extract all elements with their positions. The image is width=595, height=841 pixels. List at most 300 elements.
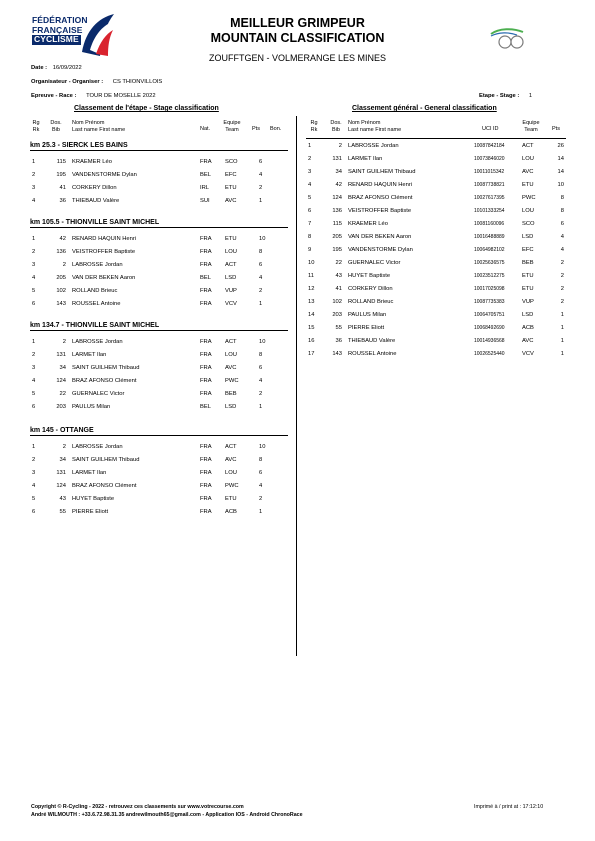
stage-rank: 4 [32, 482, 36, 489]
general-name: HUYET Baptiste [348, 273, 391, 279]
stage-rank: 5 [32, 287, 36, 294]
general-bib: 41 [335, 286, 342, 292]
stage-row [30, 274, 290, 282]
stage-pts: 8 [259, 351, 263, 358]
stage-team: AVC [225, 197, 237, 204]
stage-rank: 6 [32, 508, 36, 515]
stage-name: VANDENSTORME Dylan [72, 171, 137, 178]
stage-name: BRAZ AFONSO Clément [72, 482, 137, 489]
general-pts: 4 [560, 247, 564, 253]
stage-row [30, 482, 290, 490]
stage-pts: 10 [259, 444, 266, 450]
stage-rank: 6 [32, 300, 36, 307]
stage-team: VCV [225, 300, 237, 307]
stage-bib: 43 [59, 495, 66, 502]
stage-pts: 4 [259, 482, 263, 489]
stage-nat: SUI [200, 197, 210, 204]
general-team: LSD [522, 312, 534, 318]
stage-team: ETU [225, 495, 237, 502]
general-bib: 43 [335, 273, 342, 279]
general-rank: 5 [308, 195, 312, 201]
stage-name: BRAZ AFONSO Clément [72, 377, 137, 384]
general-rank: 4 [308, 182, 312, 188]
stage-header-bon: Bon. [270, 126, 282, 132]
stage-team: AVC [225, 364, 237, 371]
general-name: PIERRE Eliott [348, 325, 385, 331]
stage-row [30, 390, 290, 398]
general-rank: 12 [308, 286, 315, 292]
stage-name: LABROSSE Jordan [72, 261, 123, 268]
general-name: ROLLAND Brieuc [348, 299, 394, 305]
general-team: VUP [522, 299, 534, 305]
stage-team: ACB [225, 508, 237, 515]
stage-value: 1 [528, 93, 533, 99]
general-uci: 10017025098 [474, 286, 505, 292]
stage-team: AVC [225, 456, 237, 463]
stage-header-rank: Rg Rk [32, 120, 40, 133]
stage-header-name: Nom Prénom Last name First name [72, 120, 126, 133]
stage-bib: 22 [59, 390, 66, 397]
general-bib: 131 [332, 156, 342, 162]
general-team: ACT [522, 143, 534, 149]
stage-bib: 124 [56, 377, 66, 384]
stage-pts: 8 [259, 456, 263, 463]
stage-team: ACT [225, 339, 237, 345]
general-name: RENARD HAQUIN Henri [348, 182, 413, 188]
stage-name: PIERRE Eliott [72, 508, 109, 515]
general-name: CORKERY Dillon [348, 286, 393, 292]
stage-pts: 2 [259, 495, 263, 502]
stage-pts: 6 [259, 261, 263, 268]
stage-name: LARMET Ilan [72, 469, 107, 476]
stage-team: ACT [225, 444, 237, 450]
stage-row [30, 364, 290, 372]
stage-pts: 10 [259, 236, 266, 242]
general-pts: 1 [560, 351, 564, 357]
general-pts: 1 [560, 338, 564, 344]
stage-nat: FRA [200, 261, 212, 268]
general-row [306, 168, 568, 176]
stage-rank: 1 [32, 444, 36, 450]
general-pts: 8 [560, 195, 564, 201]
general-name: SAINT GUILHEM Thibaud [348, 169, 416, 175]
general-name: KRAEMER Léo [348, 221, 388, 227]
general-name: THIEBAUD Valère [348, 338, 396, 344]
stage-rank: 2 [32, 248, 36, 255]
stage-nat: FRA [200, 248, 212, 255]
stage-rank: 5 [32, 390, 36, 397]
general-row [306, 259, 568, 267]
general-header-rank: Rg Rk [310, 120, 318, 133]
title-line1: MEILLEUR GRIMPEUR [230, 16, 365, 30]
general-section-title: Classement général - General classification [352, 105, 497, 112]
stage-row [30, 197, 290, 205]
stage-name: PAULUS Milan [72, 403, 111, 410]
organizer-line [31, 79, 162, 85]
general-bib: 195 [332, 247, 342, 253]
stage-nat: FRA [200, 159, 212, 165]
stage-rank: 6 [32, 403, 36, 410]
stage-header-pts: Pts [252, 126, 260, 132]
stage-pts: 2 [259, 390, 263, 397]
stage-row [30, 158, 290, 166]
stage-pts: 1 [259, 197, 263, 204]
general-name: GUERNALEC Victor [348, 260, 401, 266]
stage-bib: 205 [56, 274, 66, 281]
stage-name: LARMET Ilan [72, 351, 107, 358]
stage-header-bib: Dos. Bib [50, 120, 62, 133]
stage-bib: 131 [56, 351, 66, 358]
stage-bib: 131 [56, 469, 66, 476]
stage-name: THIEBAUD Valère [72, 197, 120, 204]
stage-nat: FRA [200, 469, 212, 476]
stage-name: VEISTROFFER Baptiste [72, 248, 136, 255]
stage-bib: 124 [56, 482, 66, 489]
stage-team: PWC [225, 377, 239, 384]
stage-team: LOU [225, 469, 237, 476]
general-row [306, 207, 568, 215]
stage-rank: 1 [32, 236, 36, 242]
stage-team: ETU [225, 184, 237, 191]
stage-nat: FRA [200, 377, 212, 384]
general-team: LOU [522, 156, 534, 162]
general-row [306, 155, 568, 163]
stage-bib: 34 [59, 364, 66, 371]
general-rank: 9 [308, 247, 312, 253]
stage-rank: 5 [32, 495, 36, 502]
general-team: LSD [522, 234, 534, 240]
stage-rank: 1 [32, 339, 36, 345]
stage-nat: BEL [200, 274, 211, 281]
general-bib: 115 [332, 221, 342, 227]
footer-printed: Imprimé à / print at : 17:12:10 [474, 804, 544, 810]
stage-bib: 34 [59, 456, 66, 463]
stage-team: LOU [225, 351, 237, 358]
general-bib: 36 [335, 338, 342, 344]
stage-pts: 4 [259, 171, 263, 178]
race-label: Epreuve - Race : [31, 93, 77, 99]
stage-nat: BEL [200, 403, 211, 410]
stage-row [30, 261, 290, 269]
stage-pts: 2 [259, 287, 263, 294]
general-bib: 55 [335, 325, 342, 331]
stage-line [479, 93, 532, 99]
stage-rank: 3 [32, 469, 36, 476]
stage-row [30, 300, 290, 308]
general-team: ETU [522, 286, 534, 292]
general-bib: 2 [338, 143, 342, 149]
general-uci: 10101333254 [474, 208, 505, 214]
stage-rank: 2 [32, 171, 36, 178]
stage-name: RENARD HAQUIN Henri [72, 236, 137, 242]
stage-name: SAINT GUILHEM Thibaud [72, 456, 140, 463]
stage-section-title: Classement de l'étape - Stage classification [74, 105, 219, 112]
general-team: ETU [522, 182, 534, 188]
general-bib: 34 [335, 169, 342, 175]
stage-pts: 6 [259, 364, 263, 371]
ffc-logo-line1: FÉDÉRATION [32, 15, 88, 25]
general-pts: 14 [557, 169, 564, 175]
general-uci: 10073846020 [474, 156, 505, 162]
stage-nat: FRA [200, 364, 212, 371]
stage-label: Etape - Stage : [479, 93, 520, 99]
general-rank: 17 [308, 351, 315, 357]
general-team: LOU [522, 208, 534, 214]
stage-row [30, 443, 290, 451]
general-uci: 10064705751 [474, 312, 505, 318]
general-header-pts: Pts [552, 126, 560, 132]
general-rank: 14 [308, 312, 315, 318]
stage-bib: 2 [62, 444, 66, 450]
stage-team: ETU [225, 236, 237, 242]
stage-nat: FRA [200, 508, 212, 515]
stage-team: SCO [225, 159, 238, 165]
general-pts: 10 [557, 182, 564, 188]
general-rank: 3 [308, 169, 312, 175]
stage-name: LABROSSE Jordan [72, 339, 123, 345]
general-header-uci: UCI ID [482, 126, 499, 132]
general-pts: 26 [557, 143, 564, 149]
general-uci: 10011015342 [474, 169, 505, 175]
general-rank: 11 [308, 273, 315, 279]
general-rank: 15 [308, 325, 315, 331]
footer-contact: André WILMOUTH : +33.6.72.98.31.35 andrewilmouth65@gmail.com - Application IOS - Android ChronoRace [31, 812, 303, 818]
stage-team: ACT [225, 261, 237, 268]
general-uci: 10064982102 [474, 247, 505, 253]
column-divider [296, 116, 297, 656]
general-row [306, 181, 568, 189]
stage-row [30, 235, 290, 243]
general-bib: 42 [335, 182, 342, 188]
general-uci: 10087842184 [474, 143, 505, 149]
race-subtitle: ZOUFFTGEN - VOLMERANGE LES MINES [208, 53, 387, 63]
general-row [306, 246, 568, 254]
stage-row [30, 171, 290, 179]
general-pts: 2 [560, 299, 564, 305]
general-uci: 10081160096 [474, 221, 505, 227]
stage-name: KRAEMER Léo [72, 159, 112, 165]
stage-name: SAINT GUILHEM Thibaud [72, 364, 140, 371]
general-rank: 8 [308, 234, 312, 240]
stage-rank: 4 [32, 377, 36, 384]
stage-group-title: km 145 - OTTANGE [30, 427, 288, 436]
general-row [306, 220, 568, 228]
general-bib: 102 [332, 299, 342, 305]
stage-bib: 42 [59, 236, 66, 242]
general-row [306, 272, 568, 280]
stage-row [30, 508, 290, 516]
general-header-bib: Dos. Bib [330, 120, 342, 133]
general-rank: 16 [308, 338, 315, 344]
stage-nat: FRA [200, 482, 212, 489]
stage-bib: 136 [56, 248, 66, 255]
stage-nat: FRA [200, 236, 212, 242]
stage-row [30, 338, 290, 346]
stage-row [30, 495, 290, 503]
stage-nat: FRA [200, 456, 212, 463]
general-pts: 4 [560, 234, 564, 240]
general-team: EFC [522, 247, 534, 253]
stage-nat: FRA [200, 287, 212, 294]
stage-name: ROUSSEL Antoine [72, 300, 121, 307]
general-rank: 6 [308, 208, 312, 214]
general-name: PAULUS Milan [348, 312, 387, 318]
general-team: PWC [522, 195, 536, 201]
general-name: VEISTROFFER Baptiste [348, 208, 412, 214]
general-rank: 10 [308, 260, 315, 266]
stage-bib: 55 [59, 508, 66, 515]
stage-team: LOU [225, 248, 237, 255]
stage-rank: 4 [32, 274, 36, 281]
general-row [306, 337, 568, 345]
general-row [306, 285, 568, 293]
stage-row [30, 456, 290, 464]
stage-rank: 2 [32, 351, 36, 358]
general-pts: 2 [560, 286, 564, 292]
general-pts: 6 [560, 221, 564, 227]
stage-nat: FRA [200, 339, 212, 345]
general-pts: 2 [560, 273, 564, 279]
footer-copyright: Copyright © R-Cycling - 2022 - retrouvez ces classements sur www.votrecourse.com [31, 804, 244, 810]
general-row [306, 298, 568, 306]
stage-bib: 203 [56, 403, 66, 410]
stage-bib: 102 [56, 287, 66, 294]
stage-row [30, 469, 290, 477]
stage-name: ROLLAND Brieuc [72, 287, 118, 294]
stage-row [30, 403, 290, 411]
stage-bib: 36 [59, 197, 66, 204]
stage-team: LSD [225, 274, 237, 281]
general-uci: 10025636575 [474, 260, 505, 266]
stage-nat: FRA [200, 351, 212, 358]
stage-header-nat: Nat. [200, 126, 211, 132]
stage-team: EFC [225, 171, 237, 178]
stage-pts: 1 [259, 403, 263, 410]
stage-group-title: km 134.7 - THIONVILLE SAINT MICHEL [30, 322, 288, 331]
stage-nat: IRL [200, 184, 210, 191]
general-rank: 2 [308, 156, 312, 162]
general-team: AVC [522, 338, 534, 344]
stage-rank: 1 [32, 159, 36, 165]
ffc-logo-line3: CYCLISME [34, 34, 79, 44]
general-row [306, 142, 568, 150]
stage-name: GUERNALEC Victor [72, 390, 125, 397]
stage-bib: 2 [62, 339, 66, 345]
stage-rank: 4 [32, 197, 36, 204]
date-line [31, 65, 82, 71]
general-rank: 13 [308, 299, 315, 305]
stage-nat: BEL [200, 171, 211, 178]
general-team: BEB [522, 260, 534, 266]
general-bib: 143 [332, 351, 342, 357]
general-row [306, 324, 568, 332]
stage-bib: 41 [59, 184, 66, 191]
stage-nat: FRA [200, 300, 212, 307]
general-header-rule [306, 138, 566, 139]
general-team: SCO [522, 221, 535, 227]
stage-name: HUYET Baptiste [72, 495, 115, 502]
general-team: AVC [522, 169, 534, 175]
stage-row [30, 184, 290, 192]
general-header-team: Equipe Team [522, 120, 540, 133]
general-pts: 1 [560, 325, 564, 331]
stage-pts: 1 [259, 508, 263, 515]
general-row [306, 350, 568, 358]
race-logo [487, 26, 529, 50]
stage-group-title: km 25.3 - SIERCK LES BAINS [30, 142, 288, 151]
general-uci: 10068492690 [474, 325, 505, 331]
stage-rank: 2 [32, 456, 36, 463]
general-team: VCV [522, 351, 534, 357]
general-pts: 2 [560, 260, 564, 266]
stage-nat: FRA [200, 444, 212, 450]
stage-bib: 143 [56, 300, 66, 307]
stage-row [30, 287, 290, 295]
general-pts: 14 [557, 156, 564, 162]
stage-nat: FRA [200, 495, 212, 502]
general-pts: 8 [560, 208, 564, 214]
general-row [306, 194, 568, 202]
race-line [31, 93, 156, 99]
stage-nat: FRA [200, 390, 212, 397]
stage-rank: 3 [32, 364, 36, 371]
general-row [306, 233, 568, 241]
stage-header-team: Equipe Team [223, 120, 241, 133]
stage-rank: 3 [32, 261, 36, 268]
date-label: Date : [31, 65, 48, 71]
general-header-name: Nom Prénom Last name First name [348, 120, 402, 133]
date-value: 16/09/2022 [52, 65, 82, 71]
general-team: ETU [522, 273, 534, 279]
general-bib: 22 [335, 260, 342, 266]
stage-name: CORKERY Dillon [72, 184, 117, 191]
general-uci: 10087738821 [474, 182, 505, 188]
stage-bib: 115 [56, 159, 66, 165]
stage-pts: 6 [259, 159, 263, 165]
stage-pts: 4 [259, 377, 263, 384]
stage-team: LSD [225, 403, 237, 410]
race-value: TOUR DE MOSELLE 2022 [86, 93, 156, 99]
stage-team: PWC [225, 482, 239, 489]
title-line2: MOUNTAIN CLASSIFICATION [210, 31, 385, 45]
general-bib: 203 [332, 312, 342, 318]
stage-row [30, 248, 290, 256]
general-name: LABROSSE Jordan [348, 143, 399, 149]
stage-name: VAN DER BEKEN Aaron [72, 274, 136, 281]
stage-pts: 8 [259, 248, 263, 255]
ffc-logo-line2: FRANÇAISE [32, 24, 83, 35]
general-team: ACB [522, 325, 534, 331]
stage-row [30, 377, 290, 385]
stage-row [30, 351, 290, 359]
general-pts: 1 [560, 312, 564, 318]
organizer-label: Organisateur - Organiser : [31, 79, 104, 85]
general-name: LARMET Ilan [348, 156, 383, 162]
general-bib: 136 [332, 208, 342, 214]
general-uci: 10016488889 [474, 234, 505, 240]
organizer-value: CS THIONVILLOIS [112, 79, 163, 85]
general-uci: 10027617395 [474, 195, 505, 201]
general-uci: 10087735383 [474, 299, 505, 305]
general-name: VANDENSTORME Dylan [348, 247, 413, 253]
general-uci: 10014936568 [474, 338, 505, 344]
general-bib: 124 [332, 195, 342, 201]
general-row [306, 311, 568, 319]
general-rank: 1 [308, 143, 312, 149]
general-uci: 10026525440 [474, 351, 505, 357]
general-uci: 10023512275 [474, 273, 505, 279]
stage-name: LABROSSE Jordan [72, 444, 123, 450]
